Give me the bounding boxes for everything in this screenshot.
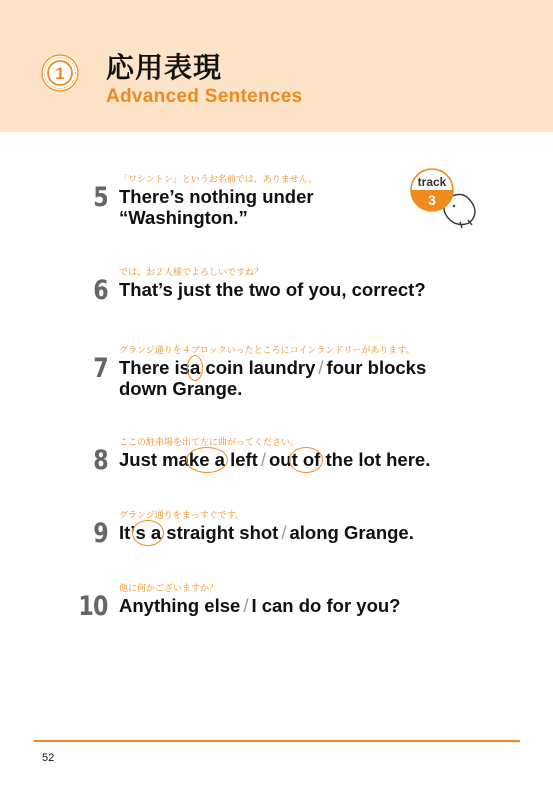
item-number: 6 [93, 275, 108, 306]
phrase-slash: / [281, 522, 287, 543]
item-number: 5 [93, 182, 108, 213]
item-ja: グランジ通りを４ブロックいったところにコインランドリーがあります。 [119, 346, 415, 356]
phrase-slash: / [260, 449, 266, 470]
item-number: 10 [78, 591, 108, 622]
item-number: 8 [93, 445, 108, 476]
item-en: There isa coin laundry / four blocks down Grange. [119, 357, 427, 399]
linking-circle: s a [135, 522, 162, 543]
item-en: That’s just the two of you, correct? [119, 279, 426, 300]
chapter-title-en: Advanced Sentences [106, 86, 303, 107]
item-number: 9 [93, 518, 108, 549]
item-en: It’s a straight shot / along Grange. [119, 522, 414, 543]
item-ja: グランジ通りをまっすぐです。 [119, 511, 245, 521]
item-ja: ここの駐車場を出て左に曲がってください。 [119, 438, 300, 448]
page-number: 52 [42, 752, 55, 764]
linking-circle: ke a [188, 449, 225, 470]
track-number: 3 [428, 192, 436, 208]
audio-track-icon [410, 168, 478, 230]
footer-divider [34, 740, 520, 742]
track-label: track [417, 175, 447, 189]
item-en: Just make a left / out of the lot here. [119, 449, 431, 470]
item-en: Anything else / I can do for you? [119, 595, 401, 616]
linking-circle: t of [291, 449, 321, 470]
item-number: 7 [93, 353, 108, 384]
item-ja: 「ワシントン」というお名前では、ありません。 [119, 175, 318, 185]
chapter-title-ja: 応用表現 [106, 51, 223, 84]
linking-circle: a [189, 357, 201, 378]
chapter-header [0, 0, 553, 132]
item-en: There’s nothing under “Washington.” [119, 186, 314, 228]
item-ja: では、お２人様でよろしいですね？ [119, 268, 264, 278]
item-ja: 他に何かございますか？ [119, 584, 219, 594]
section-number: 1 [55, 64, 65, 83]
section-number-badge [41, 54, 79, 92]
phrase-slash: / [243, 595, 249, 616]
phrase-slash: / [318, 357, 324, 378]
